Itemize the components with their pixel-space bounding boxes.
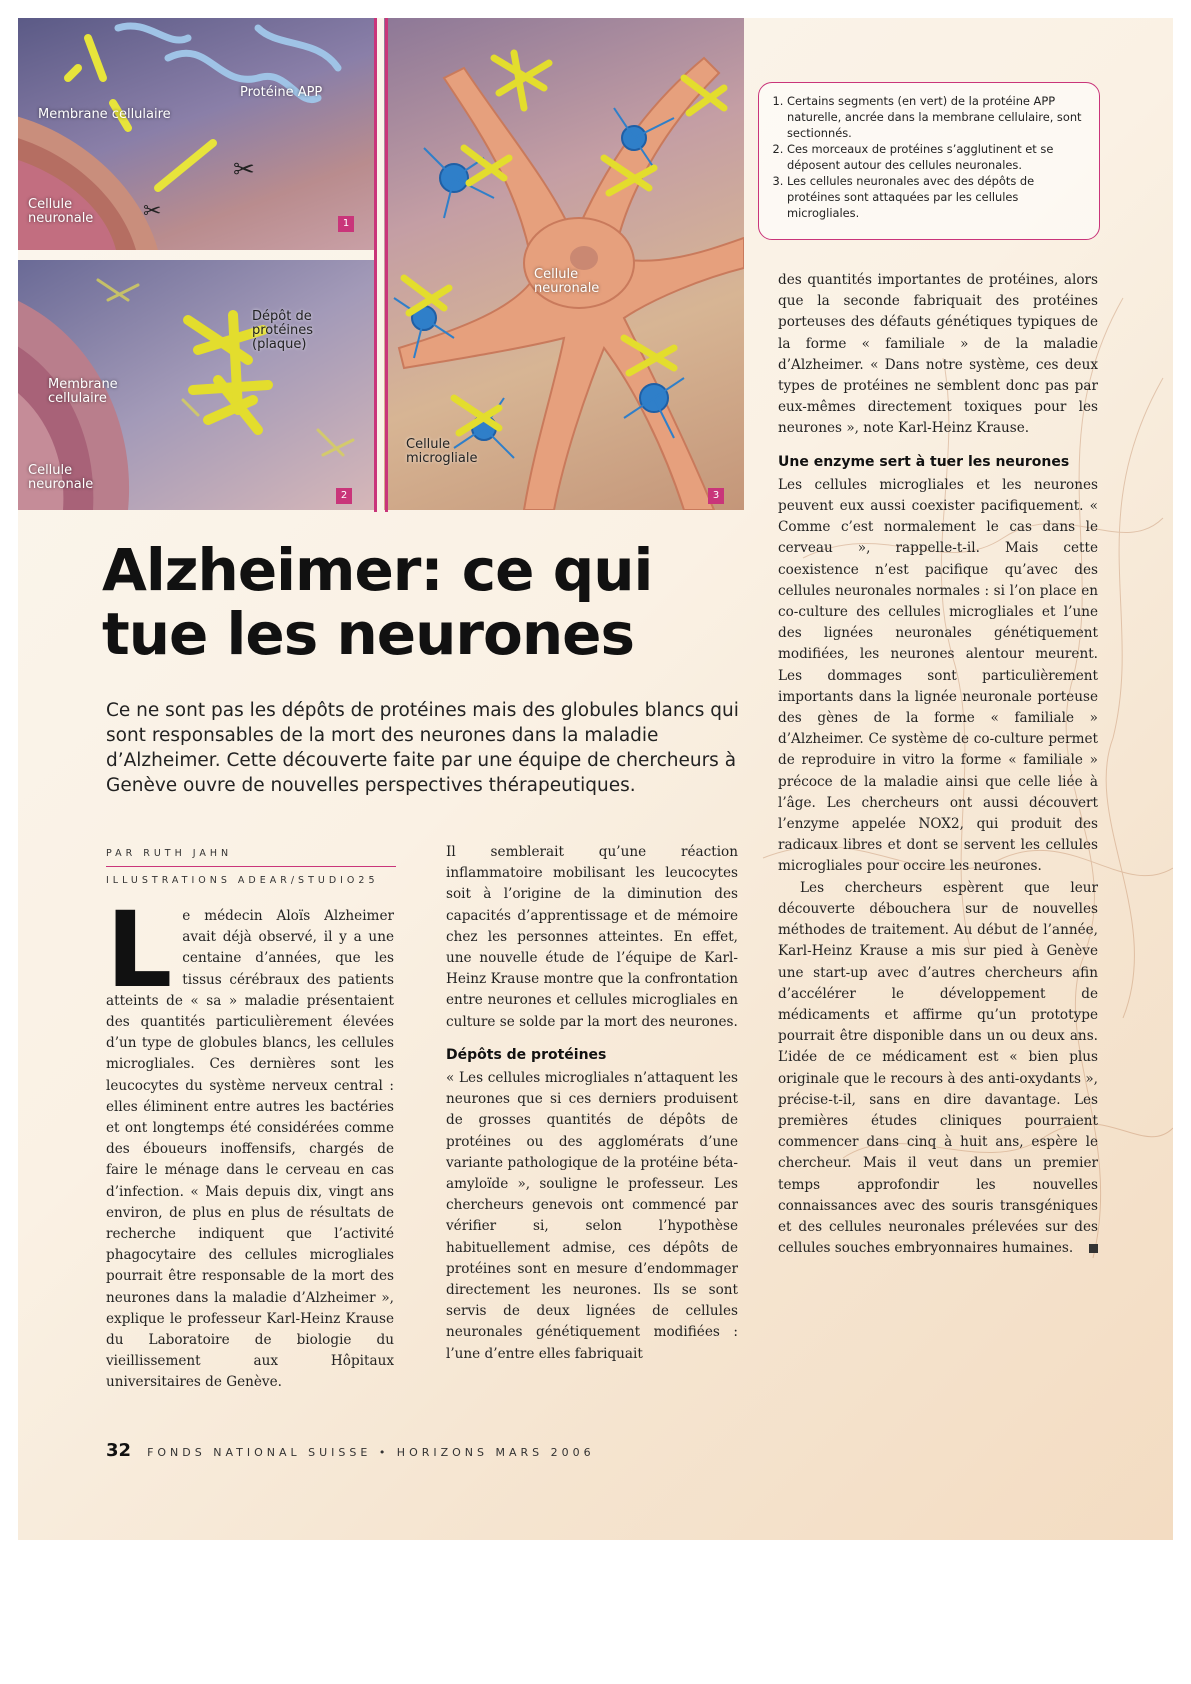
illustration-panel-2 <box>18 260 376 510</box>
panel-divider <box>374 18 388 512</box>
panel-number-1: 1 <box>338 216 354 232</box>
page-number: 32 <box>106 1440 132 1461</box>
article-column-3 <box>778 270 1098 1259</box>
svg-text:✂: ✂ <box>233 155 255 185</box>
panel-number-3: 3 <box>708 488 724 504</box>
article-title: Alzheimer: ce qui tue les neurones <box>102 536 653 668</box>
caption-item-1: 1. Certains segments (en vert) de la protéine APP naturelle, ancrée dans la membrane cellulaire, sont sectionnés. <box>787 93 1087 141</box>
article-column-1 <box>106 889 394 1394</box>
byline-rule <box>106 866 396 867</box>
magazine-page <box>18 18 1173 1540</box>
label-cellule-neuronale-1: Cellule neuronale <box>28 197 94 226</box>
subhead-enzyme: Une enzyme sert à tuer les neurones <box>778 453 1070 470</box>
publication-name: FONDS NATIONAL SUISSE • HORIZONS MARS 2006 <box>147 1446 595 1459</box>
label-depot-proteines: Dépôt de protéines (plaque) <box>252 309 313 352</box>
col3-paragraph-1: des quantités importantes de protéines, alors que la seconde fabriquait des protéines porteuses des défauts génétiques typiques de la forme « familiale » de la maladie d’Alzheimer. « Dans notre système, ces deux types de protéines ne semblent donc pas par eux-mêmes directement toxiques pour les neurones », note Karl-Heinz Krause. <box>778 272 1098 437</box>
label-proteine-app: Protéine APP <box>240 85 323 100</box>
illustration-panel-1 <box>18 18 376 250</box>
label-membrane-cellulaire-1: Membrane cellulaire <box>38 107 171 122</box>
caption-item-3: 3. Les cellules neuronales avec des dépôts de protéines sont attaquées par les cellules microgliales. <box>787 173 1087 221</box>
col3-paragraph-2: Les cellules microgliales et les neurones peuvent eux aussi coexister pacifiquement. « Comme c’est normalement le cas dans le cerveau », rappelle-t-il. Mais cette coexistence n’est pacifique qu’avec des cellules neuronales normales : si l’on place en co-culture des cellules microgliales et l’une des lignées neuronales génétiquement modifiées, les neurones alentour meurent. Les dommages sont particulièrement importants dans la lignée neuronale porteuse des gènes de la forme « familiale » d’Alzheimer. Ce système de co-culture permet de reproduire in vitro la forme « familiale » précoce de la maladie ainsi que celle liée à l’âge. Les chercheurs ont aussi découvert l’enzyme appelée NOX2, qui produit des radicaux libres et dont se servent les cellules microgliales pour occire les neurones. <box>778 476 1098 875</box>
page-footer <box>106 1440 595 1461</box>
label-cellule-neuronale-3: Cellule neuronale <box>534 267 600 296</box>
svg-text:✂: ✂ <box>143 199 162 224</box>
end-of-article-mark <box>1089 1244 1098 1253</box>
article-column-2 <box>446 842 738 1365</box>
byline-illustrations: ILLUSTRATIONS ADEAR/STUDIO25 <box>106 875 379 886</box>
panel-number-2: 2 <box>336 488 352 504</box>
subhead-depots-proteines: Dépôts de protéines <box>446 1046 607 1063</box>
illustration-panel-3 <box>384 18 744 510</box>
byline <box>106 846 396 889</box>
figure-caption-box <box>758 82 1100 240</box>
col1-paragraph-1: e médecin Aloïs Alzheimer avait déjà observé, il y a une centaine d’années, que les tissus cérébraux des patients atteints de « sa » maladie présentaient des quantités particulièrement élevées d’un type de globules blancs, les cellules microgliales. Ces dernières sont les leucocytes du système nerveux central : elles éliminent entre autres les bactéries et ont longtemps été considérées comme des éboueurs inoffensifs, chargés de faire le ménage dans le cerveau en cas d’infection. « Mais depuis dix, vingt ans environ, de plus en plus de résultats de recherche indiquent que l’activité phagocytaire des cellules microgliales pourrait être responsable de la mort des neurones dans la maladie d’Alzheimer », explique le professeur Karl-Heinz Krause du Laboratoire de biologie du vieillissement aux Hôpitaux universitaires de Genève. <box>106 908 394 1391</box>
col2-paragraph-1: Il semblerait qu’une réaction inflammatoire mobilisant les leucocytes soit à l’origine de la diminution des capacités d’apprentissage et de mémoire chez les personnes atteintes. En effet, une nouvelle étude de l’équipe de Karl-Heinz Krause montre que la confrontation entre neurones et cellules microgliales en culture se solde par la mort des neurones. <box>446 844 738 1030</box>
caption-item-2: 2. Ces morceaux de protéines s’agglutinent et se déposent autour des cellules neuronales. <box>787 141 1087 173</box>
article-lead: Ce ne sont pas les dépôts de protéines mais des globules blancs qui sont responsables de la mort des neurones dans la maladie d’Alzheimer. Cette découverte faite par une équipe de chercheurs à Genève ouvre de nouvelles perspectives thérapeutiques. <box>106 700 739 796</box>
label-cellule-neuronale-2: Cellule neuronale <box>28 463 94 492</box>
col2-paragraph-2: « Les cellules microgliales n’attaquent les neurones que si ces derniers produisent de grosses quantités de dépôts de protéines ou des agglomérats d’une variante pathologique de la protéine béta-amyloïde », souligne le professeur. Les chercheurs genevois ont commencé par vérifier si, selon l’hypothèse habituellement admise, ces dépôts de protéines sont en mesure d’endommager directement les neurones. Ils se sont servis de deux lignées de cellules neuronales génétiquement modifiées : l’une d’entre elles fabriquait <box>446 1070 738 1362</box>
byline-author: PAR RUTH JAHN <box>106 848 233 859</box>
drop-cap: L <box>106 889 173 1011</box>
label-membrane-cellulaire-2: Membrane cellulaire <box>48 377 118 406</box>
label-cellule-microgliale: Cellule microgliale <box>406 437 478 466</box>
col3-paragraph-3: Les chercheurs espèrent que leur découverte débouchera sur de nouvelles méthodes de traitement. Au début de l’année, Karl-Heinz Krause a mis sur pied à Genève une start-up avec d’autres chercheurs afin d’accélérer le développement de médicaments et affirme qu’un prototype pourrait être disponible dans un ou deux ans. L’idée de ce médicament est « bien plus originale que le recours à des anti-oxydants », précise-t-il, sans en dire davantage. Les premières études cliniques pourraient commencer dans cinq à huit ans, espère le chercheur. Mais il veut dans un premier temps approfondir les nouvelles connaissances avec des souris transgéniques et des cellules neuronales prélevées sur des cellules souches embryonnaires humaines. <box>778 879 1098 1257</box>
